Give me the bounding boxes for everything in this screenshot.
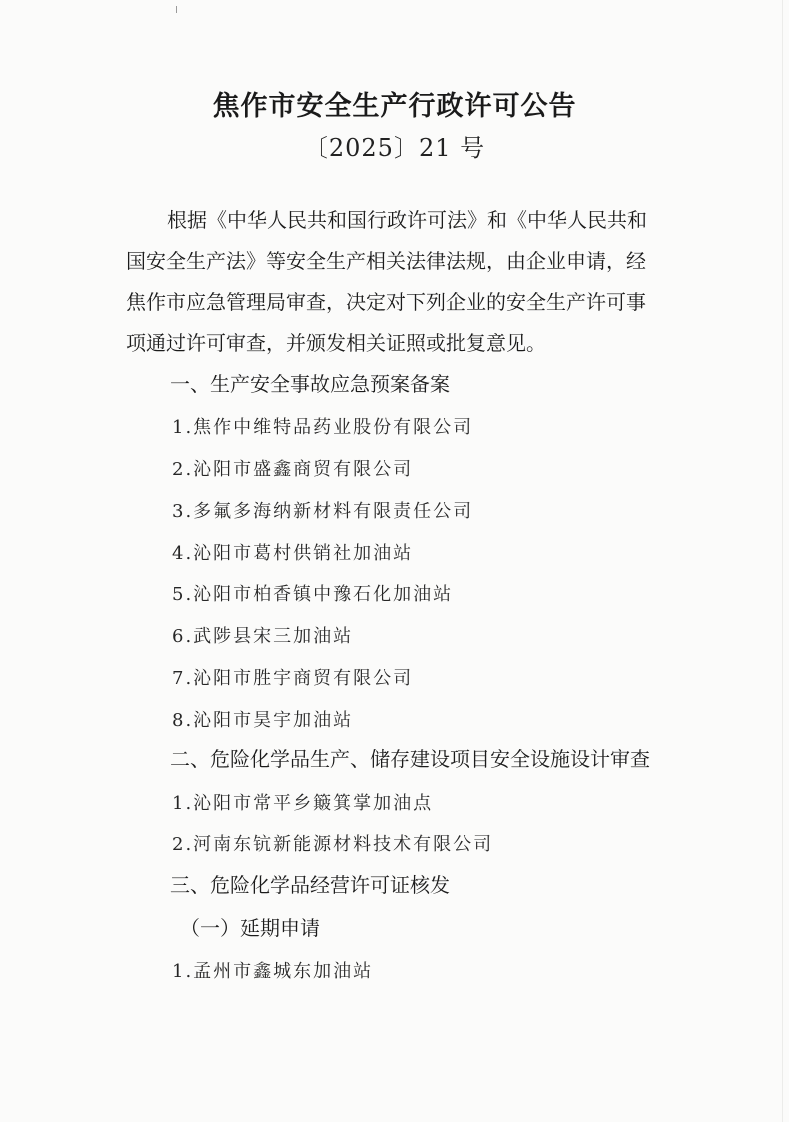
list-item: 8.沁阳市昊宇加油站: [172, 710, 354, 731]
list-item: 1.焦作中维特品药业股份有限公司: [172, 417, 474, 438]
list-item: 1.孟州市鑫城东加油站: [172, 961, 374, 982]
intro-line: 项通过许可审查，并颁发相关证照或批复意见。: [126, 331, 546, 355]
list-item: 2.河南东钪新能源材料技术有限公司: [172, 834, 494, 855]
list-item: 7.沁阳市胜宇商贸有限公司: [172, 668, 414, 689]
section-heading: 一、生产安全事故应急预案备案: [170, 372, 450, 396]
list-item: 4.沁阳市葛村供销社加油站: [172, 543, 414, 564]
list-item: 1.沁阳市常平乡簸箕掌加油点: [172, 793, 434, 814]
scan-edge: [782, 0, 783, 1122]
document-title: 焦作市安全生产行政许可公告: [212, 91, 577, 122]
document-number: 〔2025〕21 号: [303, 134, 486, 162]
scan-mark: [176, 6, 177, 13]
list-item: 3.多氟多海纳新材料有限责任公司: [172, 501, 474, 522]
section-heading: 三、危险化学品经营许可证核发: [170, 873, 450, 897]
list-item: 6.武陟县宋三加油站: [172, 626, 354, 647]
section-heading: 二、危险化学品生产、储存建设项目安全设施设计审查: [170, 747, 650, 771]
list-item: 5.沁阳市柏香镇中豫石化加油站: [172, 584, 454, 605]
intro-paragraph: [126, 200, 674, 364]
intro-line: 国安全生产法》等安全生产相关法律法规，由企业申请，经: [126, 249, 646, 273]
intro-line: 根据《中华人民共和国行政许可法》和《中华人民共和: [167, 208, 647, 232]
list-item: 2.沁阳市盛鑫商贸有限公司: [172, 459, 414, 480]
intro-line: 焦作市应急管理局审查，决定对下列企业的安全生产许可事: [126, 290, 646, 314]
sub-heading: （一）延期申请: [180, 916, 320, 940]
